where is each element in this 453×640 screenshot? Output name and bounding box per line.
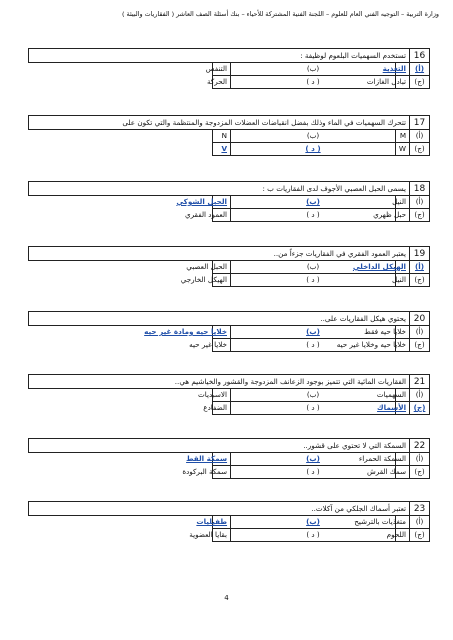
- option-letter-text: (أ): [415, 390, 424, 399]
- option-letter: [231, 402, 396, 415]
- option-letter-text: (أ): [415, 454, 424, 463]
- question-stem: الفقاريات المائية التي تتميز بوجود الزعانف المزدوجة والقشور والخياشيم هي..: [29, 375, 410, 389]
- option: [186, 261, 231, 274]
- options-row: [29, 516, 430, 529]
- question-table: [28, 311, 430, 352]
- option-letter-text: (ب): [306, 197, 320, 206]
- option-letter: [410, 529, 430, 542]
- option-text: الاسبديات: [198, 390, 228, 399]
- question-stem: تتحرك السهميات في الماء وذلك بفضل انقباضات العضلات المزدوجة والمنتظمة والتي تكون على: [29, 116, 410, 130]
- option: [396, 143, 410, 156]
- option-letter-text: (ب): [306, 390, 320, 399]
- option-text: سمكة البركودة: [182, 467, 228, 476]
- option: [386, 529, 410, 542]
- option-letter-text: ( د ): [306, 275, 320, 284]
- option: [189, 339, 231, 352]
- options-row: [29, 209, 430, 222]
- option-letter-text: (ج): [414, 340, 425, 349]
- option-letter-text: (ج): [413, 403, 426, 412]
- option: [180, 274, 231, 287]
- option-text: M: [399, 131, 407, 140]
- option: [396, 130, 410, 143]
- option-text: سمكة القط: [186, 454, 228, 463]
- option-letter: [410, 274, 430, 287]
- option: [206, 76, 231, 89]
- option-text: الضفادع: [203, 403, 228, 412]
- option-letter-text: (ب): [306, 131, 320, 140]
- correct-option: [196, 516, 231, 529]
- option: [366, 466, 410, 479]
- options-row: [29, 339, 430, 352]
- question-number: 20: [410, 312, 430, 326]
- option: [366, 76, 410, 89]
- question-stem: تستخدم السهميات البلعوم لوظيفة :: [29, 49, 410, 63]
- option-letter: [410, 143, 430, 156]
- option-letter: [231, 130, 396, 143]
- option-letter: [410, 209, 430, 222]
- options-row: [29, 453, 430, 466]
- option-letter-text: (أ): [414, 262, 425, 271]
- option-letter-text: ( د ): [306, 530, 320, 539]
- correct-option: [213, 143, 231, 156]
- option-letter: [410, 326, 430, 339]
- option-text: N: [221, 131, 228, 140]
- options-row: [29, 261, 430, 274]
- option: [205, 63, 231, 76]
- option-letter: [410, 339, 430, 352]
- option-letter: [231, 196, 396, 209]
- options-row: [29, 402, 430, 415]
- question-table: [28, 438, 430, 479]
- option-letter-text: ( د ): [306, 77, 320, 86]
- option-text: النيل: [392, 197, 407, 206]
- options-row: [29, 389, 430, 402]
- question-stem: تعتبر أسماك الجلكي من آكلات..: [29, 502, 410, 516]
- question-number: 18: [410, 182, 430, 196]
- correct-option: [382, 63, 410, 76]
- question-number: 22: [410, 439, 430, 453]
- option: [198, 389, 231, 402]
- option-text: الأسماك: [377, 403, 407, 412]
- option-letter-text: ( د ): [306, 467, 320, 476]
- correct-option: [176, 196, 231, 209]
- option-text: اللحوم: [386, 530, 407, 539]
- option-letter-text: (ب): [306, 517, 320, 526]
- option-letter-text: ( د ): [306, 403, 320, 412]
- option: [184, 209, 231, 222]
- option-letter-text: (أ): [415, 131, 424, 140]
- page-number: 4: [224, 594, 229, 602]
- question-number: 17: [410, 116, 430, 130]
- option-text: خلايا حيه ومادة غير حيه: [144, 327, 227, 336]
- option-letter: [410, 466, 430, 479]
- question-table: [28, 48, 430, 89]
- options-row: [29, 274, 430, 287]
- option: [189, 529, 231, 542]
- option-text: الهيكل الداخلي: [352, 262, 406, 271]
- option-letter-text: (ب): [306, 327, 320, 336]
- option-letter: [231, 143, 396, 156]
- option-text: W: [398, 144, 407, 153]
- question-table: [28, 246, 430, 287]
- option: [336, 339, 410, 352]
- option-letter: [410, 389, 430, 402]
- option-letter: [231, 529, 396, 542]
- correct-option: [352, 261, 410, 274]
- question-number: 16: [410, 49, 430, 63]
- question-stem: يحتوي هيكل الفقاريات على..: [29, 312, 410, 326]
- question-stem: يسمى الحبل العصبي الأجوف لدى الفقاريات ب :: [29, 182, 410, 196]
- option-letter: [410, 402, 430, 415]
- question-number: 19: [410, 247, 430, 261]
- option-text: السمكة الحمراء: [358, 454, 407, 463]
- option-text: التغذية: [382, 64, 407, 73]
- option-letter: [410, 76, 430, 89]
- correct-option: [377, 402, 410, 415]
- correct-option: [144, 326, 231, 339]
- option: [373, 209, 410, 222]
- option-letter-text: (ج): [414, 210, 425, 219]
- option-letter: [231, 389, 396, 402]
- option: [364, 326, 410, 339]
- option-letter-text: (أ): [415, 327, 424, 336]
- option-letter: [410, 196, 430, 209]
- correct-option: [186, 453, 231, 466]
- options-row: [29, 63, 430, 76]
- option-text: خلايا حيه فقط: [364, 327, 406, 336]
- option-text: النيل: [392, 275, 406, 284]
- option-text: حبل ظهري: [373, 210, 407, 219]
- option-letter-text: (ب): [306, 262, 320, 271]
- option-letter: [231, 209, 396, 222]
- option: [358, 453, 410, 466]
- options-row: [29, 196, 430, 209]
- option-letter-text: (ب): [306, 454, 320, 463]
- option-text: التنفس: [205, 64, 228, 73]
- question-table: [28, 374, 430, 415]
- option-letter-text: (أ): [415, 64, 425, 73]
- option-letter-text: ( د ): [306, 210, 320, 219]
- option-letter-text: (ب): [306, 64, 320, 73]
- option: [354, 516, 410, 529]
- option-letter-text: ( د ): [306, 340, 320, 349]
- option-text: بقايا العضوية: [189, 530, 228, 539]
- option-text: خلايا غير حيه: [189, 340, 227, 349]
- option: [213, 130, 231, 143]
- option-text: السهميات: [376, 390, 407, 399]
- option-letter-text: (أ): [415, 197, 424, 206]
- options-row: [29, 130, 430, 143]
- option-letter: [410, 453, 430, 466]
- option-text: الحبل الشوكي: [176, 197, 228, 206]
- option: [182, 466, 231, 479]
- question-table: [28, 501, 430, 542]
- option-text: V: [221, 144, 228, 153]
- question-stem: السمكة التي لا تحتوي على قشور..: [29, 439, 410, 453]
- option-text: العمود الفقري: [184, 210, 228, 219]
- option-text: الحبل العصبي: [186, 262, 227, 271]
- option-letter-text: (أ): [415, 517, 424, 526]
- option: [392, 196, 410, 209]
- question-number: 23: [410, 502, 430, 516]
- options-row: [29, 143, 430, 156]
- option-text: متغذيات بالترشيح: [354, 517, 407, 526]
- option-text: طفيليات: [196, 517, 228, 526]
- options-row: [29, 76, 430, 89]
- options-row: [29, 326, 430, 339]
- options-row: [29, 529, 430, 542]
- option-letter-text: (ج): [414, 77, 425, 86]
- option-letter-text: (ج): [414, 275, 425, 284]
- options-row: [29, 466, 430, 479]
- option-text: خلايا حيه وخلايا غير حيه: [336, 340, 406, 349]
- option-text: الهيكل الخارجي: [180, 275, 227, 284]
- question-stem: يعتبر العمود الفقري في الفقاريات جزءاً من..: [29, 247, 410, 261]
- question-number: 21: [410, 375, 430, 389]
- option-text: تبادل الغازات: [366, 77, 407, 86]
- option: [392, 274, 410, 287]
- option: [376, 389, 410, 402]
- option-letter: [231, 274, 396, 287]
- option-text: سمك القرش: [366, 467, 407, 476]
- option-letter: [410, 516, 430, 529]
- option-letter: [410, 63, 430, 76]
- option-letter: [410, 261, 430, 274]
- question-table: [28, 181, 430, 222]
- option-letter-text: ( د ): [305, 144, 321, 153]
- page-header: وزارة التربية – التوجيه الفني العام للعلوم – اللجنة الفنية المشتركة للأحياء – بنك أسئلة الصف العاشر ( الفقاريات والبيئة ): [122, 10, 439, 18]
- option-letter-text: (ج): [414, 530, 425, 539]
- question-table: [28, 115, 430, 156]
- option-letter: [410, 130, 430, 143]
- option-letter: [231, 63, 396, 76]
- option-letter-text: (ج): [414, 144, 425, 153]
- option-letter-text: (ج): [414, 467, 425, 476]
- option: [203, 402, 231, 415]
- option-text: الحركة: [206, 77, 228, 86]
